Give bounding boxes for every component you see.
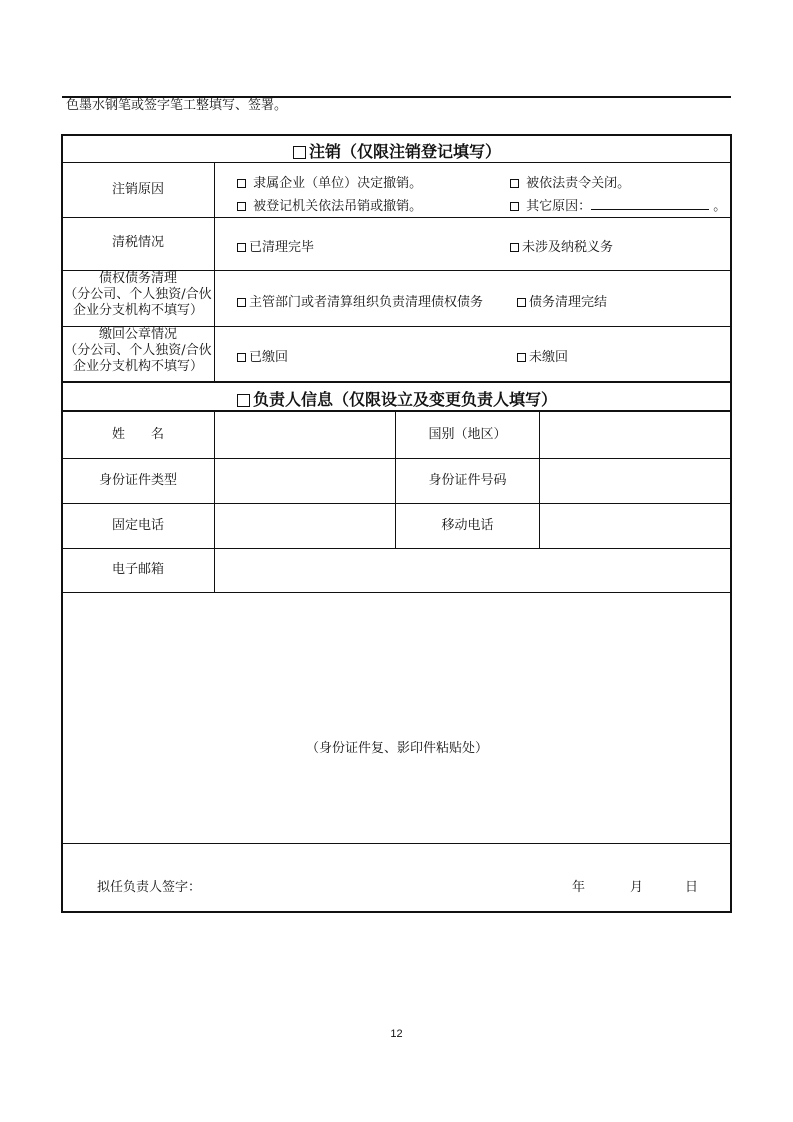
id-number-label: 身份证件号码	[428, 473, 507, 488]
row-divider	[62, 381, 732, 383]
debt-option[interactable]: 主管部门或者清算组织负责清理债权债务	[237, 291, 483, 310]
checkbox[interactable]	[510, 179, 519, 188]
cancel-section-title: 注销（仅限注销登记填写）	[62, 139, 732, 162]
checkbox[interactable]	[237, 298, 246, 307]
id-type-label: 身份证件类型	[98, 473, 177, 488]
id-type-field[interactable]	[215, 459, 395, 503]
signature-field[interactable]	[210, 870, 550, 898]
person-section-title: 负责人信息（仅限设立及变更负责人填写）	[62, 387, 732, 410]
mobile-field[interactable]	[540, 504, 731, 548]
phone-field[interactable]	[215, 504, 395, 548]
cancel-reason-label: 注销原因	[111, 182, 164, 197]
country-label: 国别（地区）	[428, 427, 507, 442]
phone-label: 固定电话	[111, 518, 164, 533]
email-field[interactable]	[215, 549, 731, 592]
other-reason-field[interactable]	[591, 199, 709, 210]
id-paste-area[interactable]	[63, 593, 731, 843]
checkbox[interactable]	[510, 243, 519, 252]
paste-note: （身份证件复、影印件粘贴处）	[305, 741, 488, 756]
country-field[interactable]	[540, 411, 731, 458]
checkbox[interactable]	[510, 202, 519, 211]
seal-label: 缴回公章情况 （分公司、个人独资/合伙 企业分支机构不填写）	[64, 327, 212, 374]
tax-option[interactable]: 未涉及纳税义务	[510, 236, 613, 255]
seal-option[interactable]: 已缴回	[237, 346, 288, 365]
checkbox[interactable]	[517, 353, 526, 362]
signature-label: 拟任负责人签字：	[97, 880, 202, 895]
seal-option[interactable]: 未缴回	[517, 346, 568, 365]
checkbox[interactable]	[237, 202, 246, 211]
debt-option[interactable]: 债务清理完结	[517, 291, 607, 310]
col-divider	[214, 162, 215, 381]
reason-option[interactable]: 被登记机关依法吊销或撤销。	[237, 195, 422, 214]
tax-option[interactable]: 已清理完毕	[237, 236, 314, 255]
name-label: 姓 名	[111, 427, 164, 442]
person-checkbox[interactable]	[237, 394, 250, 407]
email-label: 电子邮箱	[111, 562, 164, 577]
row-divider	[62, 843, 732, 844]
reason-option[interactable]: 被依法责令关闭。	[510, 172, 630, 191]
day-label: 日	[685, 880, 699, 895]
name-field[interactable]	[215, 411, 395, 458]
month-label: 月	[630, 880, 644, 895]
year-label: 年	[572, 880, 586, 895]
mobile-label: 移动电话	[441, 518, 494, 533]
id-number-field[interactable]	[540, 459, 731, 503]
debt-label: 债权债务清理 （分公司、个人独资/合伙 企业分支机构不填写）	[64, 271, 212, 318]
row-divider	[62, 217, 732, 218]
checkbox[interactable]	[237, 353, 246, 362]
page-number: 12	[390, 1028, 403, 1040]
checkbox[interactable]	[237, 243, 246, 252]
reason-option[interactable]: 其它原因： 。	[510, 195, 726, 214]
checkbox[interactable]	[517, 298, 526, 307]
tax-label: 清税情况	[111, 235, 164, 250]
row-divider	[62, 162, 732, 163]
checkbox[interactable]	[237, 179, 246, 188]
intro-text: 色墨水钢笔或签字笔工整填写、签署。	[66, 98, 288, 113]
cancel-checkbox[interactable]	[293, 146, 306, 159]
reason-option[interactable]: 隶属企业（单位）决定撤销。	[237, 172, 422, 191]
